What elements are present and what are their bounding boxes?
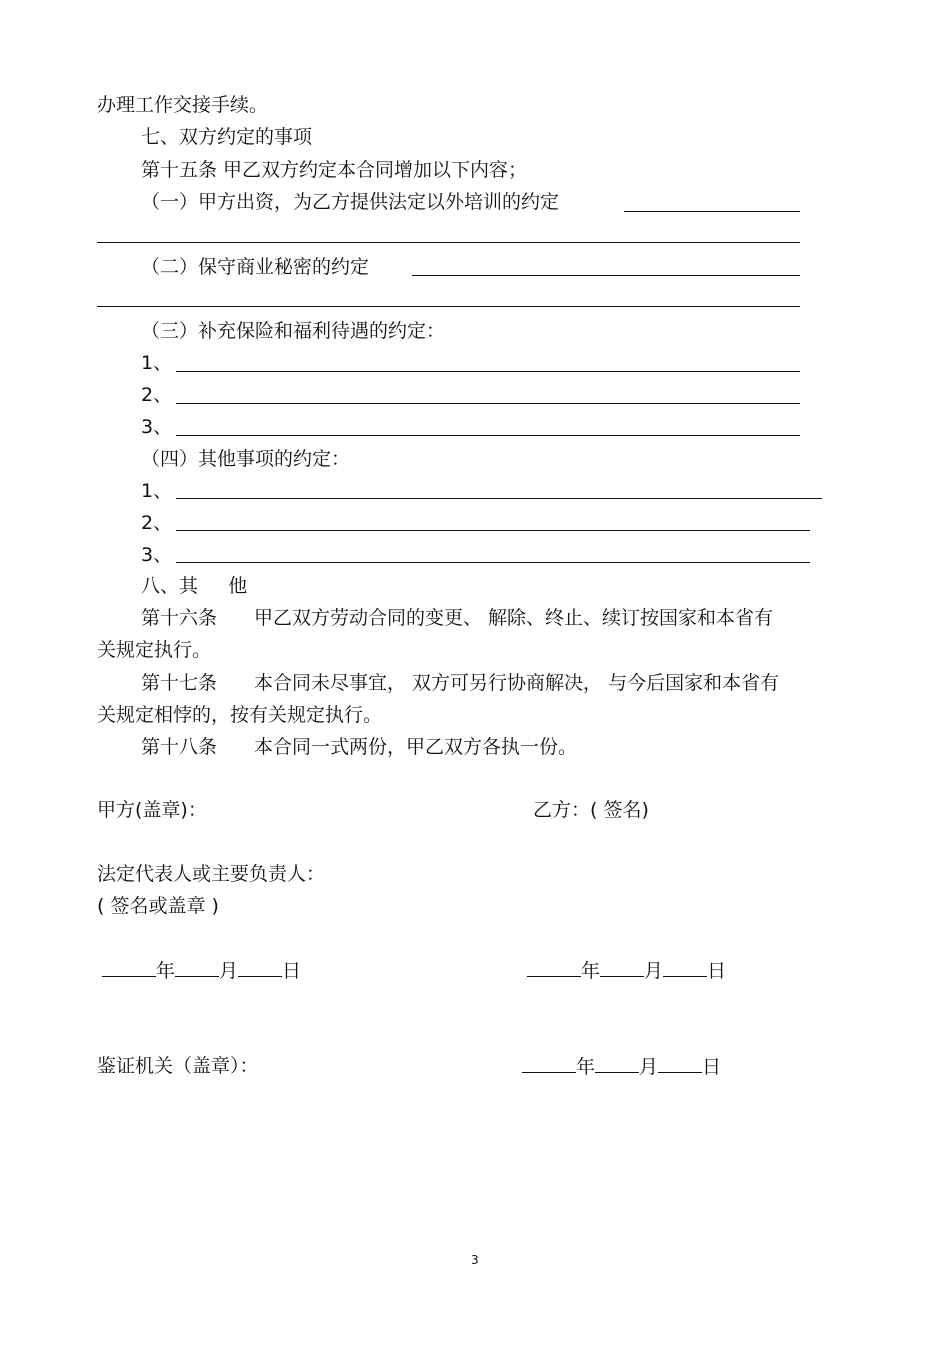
verification-authority: 鉴证机关（盖章）： <box>97 1055 259 1077</box>
party-b-sign: 乙方：( 签名) <box>533 799 649 821</box>
month-label: 月 <box>644 960 664 982</box>
day-label: 日 <box>707 960 727 982</box>
month-blank <box>600 958 644 977</box>
fill-line <box>97 242 800 243</box>
day-label: 日 <box>702 1056 722 1078</box>
article-16-text: 甲乙双方劳动合同的变更、 解除、终止、续订按国家和本省有 <box>254 607 774 629</box>
fill-line <box>176 562 810 563</box>
date-line-c <box>522 1054 721 1079</box>
article-15: 第十五条 甲乙双方约定本合同增加以下内容； <box>141 159 528 181</box>
year-blank <box>527 958 581 977</box>
sign-or-seal: ( 签名或盖章 ) <box>97 895 219 917</box>
text-line: 关规定相悖的，按有关规定执行。 <box>97 704 383 726</box>
year-label: 年 <box>576 1056 596 1078</box>
section-heading-8: 八、其 他 <box>141 575 248 597</box>
item-number: 1、 <box>141 480 173 502</box>
year-label: 年 <box>581 960 601 982</box>
date-line-b <box>527 958 726 983</box>
year-blank <box>102 958 156 977</box>
text-line: 办理工作交接手续。 <box>97 94 269 116</box>
fill-line <box>176 530 810 531</box>
clause-trade-secret: （二）保守商业秘密的约定 <box>141 256 370 278</box>
day-blank <box>238 958 282 977</box>
text-line: 关规定执行。 <box>97 639 212 661</box>
article-18-text: 本合同一式两份，甲乙双方各执一份。 <box>254 736 578 758</box>
article-17-text: 本合同未尽事宜， 双方可另行协商解决， 与今后国家和本省有 <box>254 672 780 694</box>
date-line-a <box>102 958 301 983</box>
fill-line <box>176 498 822 499</box>
clause-insurance: （三）补充保险和福利待遇的约定： <box>141 320 446 342</box>
day-blank <box>658 1054 702 1073</box>
year-blank <box>522 1054 576 1073</box>
fill-line <box>97 306 800 307</box>
year-label: 年 <box>156 960 176 982</box>
legal-representative: 法定代表人或主要负责人： <box>97 863 326 885</box>
fill-line <box>176 371 800 372</box>
item-number: 2、 <box>141 512 173 534</box>
month-blank <box>175 958 219 977</box>
fill-line <box>176 403 800 404</box>
page-number: 3 <box>471 1253 479 1267</box>
day-blank <box>663 958 707 977</box>
fill-line <box>412 275 800 276</box>
article-16-label: 第十六条 <box>141 607 218 629</box>
item-number: 1、 <box>141 352 173 374</box>
article-18-label: 第十八条 <box>141 736 218 758</box>
party-a-seal: 甲方(盖章)： <box>97 799 207 821</box>
month-label: 月 <box>219 960 239 982</box>
clause-training: （一）甲方出资，为乙方提供法定以外培训的约定 <box>141 191 560 213</box>
item-number: 3、 <box>141 416 173 438</box>
fill-line <box>176 435 800 436</box>
month-label: 月 <box>639 1056 659 1078</box>
month-blank <box>595 1054 639 1073</box>
section-heading-7: 七、双方约定的事项 <box>141 126 313 148</box>
clause-other: （四）其他事项的约定： <box>141 448 351 470</box>
fill-line <box>624 211 800 212</box>
item-number: 3、 <box>141 544 173 566</box>
day-label: 日 <box>282 960 302 982</box>
item-number: 2、 <box>141 384 173 406</box>
article-17-label: 第十七条 <box>141 672 218 694</box>
